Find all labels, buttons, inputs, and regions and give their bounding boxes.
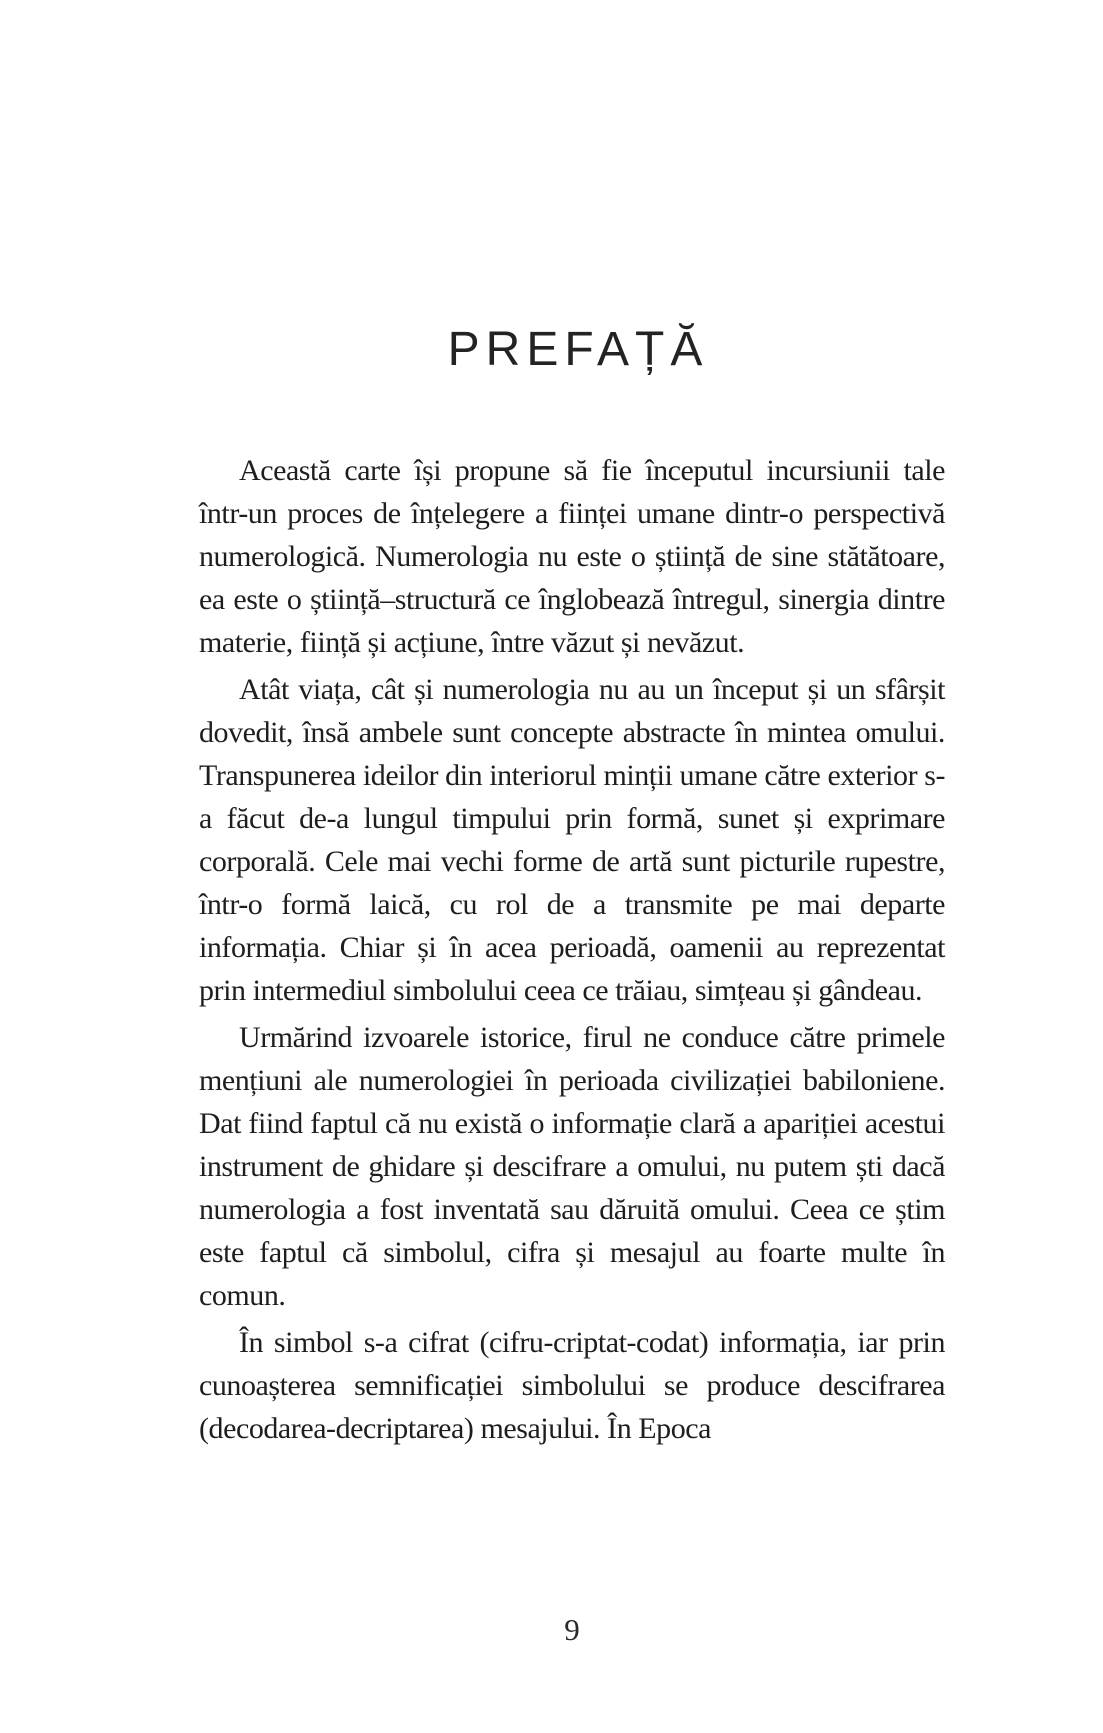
paragraph-3: Urmărind izvoarele istorice, firul ne conduce către primele mențiuni ale numerologiei în perioada civilizației babiloniene. Dat fiind faptul că nu există o informație clară a apariției acestui instrument de ghidare și descifrare a omului, nu putem ști dacă numerologia a fost inventată sau dăruită omului. Ceea ce știm este faptul că simbolul, cifra și mesajul au foarte multe în comun. bbox=[199, 1021, 945, 1312]
paragraph-2: Atât viața, cât și numerologia nu au un început și un sfârșit dovedit, însă ambele sunt concepte abstracte în mintea omului. Transpunerea ideilor din interiorul minții umane către exterior s-a făcut de-a lungul timpului prin formă, sunet și exprimare corporală. Cele mai vechi forme de artă sunt picturile rupestre, într-o formă laică, cu rol de a transmite pe mai departe informația. Chiar și în acea perioadă, oamenii au reprezentat prin intermediul simbolului ceea ce trăiau, simțeau și gândeau. bbox=[199, 673, 945, 1007]
chapter-title: PREFAȚĂ bbox=[447, 323, 709, 376]
page-number: 9 bbox=[564, 1612, 580, 1647]
body-text bbox=[199, 449, 945, 1450]
paragraph-1: Această carte își propune să fie începutul incursiunii tale într-un proces de înțelegere a ființei umane dintr-o perspectivă numerologică. Numerologia nu este o știință de sine stătătoare, ea este o știință–structură ce înglobează întregul, sinergia dintre materie, ființă și acțiune, între văzut și nevăzut. bbox=[199, 454, 945, 659]
paragraph-4: În simbol s-a cifrat (cifru-criptat-codat) informația, iar prin cunoașterea semnificației simbolului se produce descifrarea (decodarea-decriptarea) mesajului. În Epoca bbox=[199, 1326, 945, 1445]
